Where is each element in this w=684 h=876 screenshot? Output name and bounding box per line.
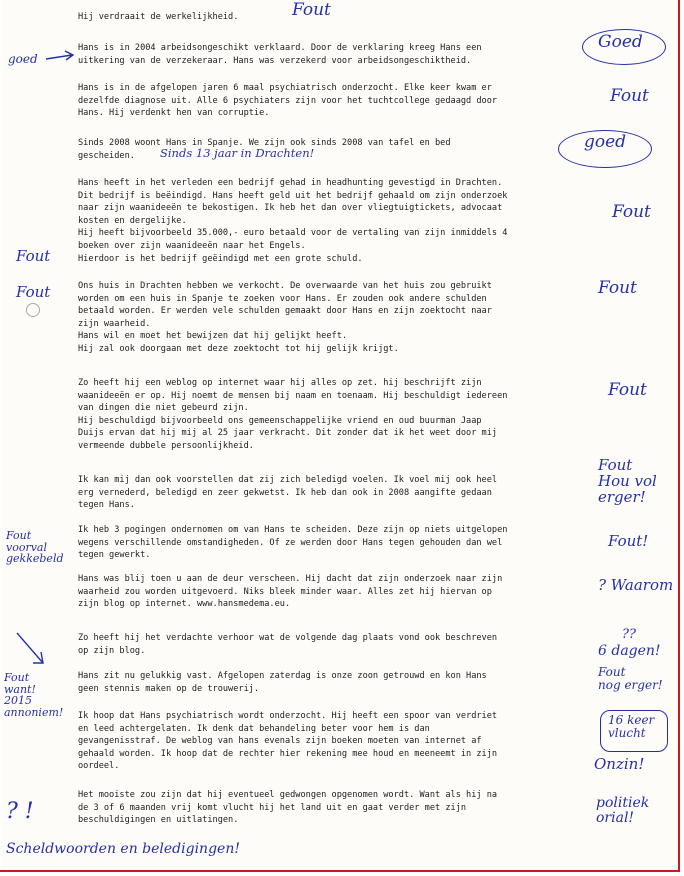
annotation-fout-p5-left: Fout [16, 247, 51, 265]
arrow-icon [14, 630, 48, 670]
annotation-dagen: 6 dagen! [598, 643, 661, 659]
annotation-fout-p8: Fout Hou vol erger! [598, 456, 657, 506]
paragraph-11: Zo heeft hij het verdachte verhoor wat de volgende dag plaats vond ook beschreven op zijn blog. [78, 633, 498, 656]
annotation-fout-nog-erger: Fout nog erger! [598, 665, 663, 692]
annotation-fout-p5-right: Fout [612, 202, 651, 222]
paragraph-9: Ik heb 3 pogingen ondernomen om van Hans te scheiden. Deze zijn op niets uitgelopen wegens verschillende omstandigheden. Of ze werden door Hans tegen gehouden dan wel tegen gewerkt. [78, 525, 508, 561]
paragraph-13: Ik hoop dat Hans psychiatrisch wordt onderzocht. Hij heeft een spoor van verdriet en leed achtergelaten. Ik denk dat behandeling beter voor hem is dan gevangenisstraf. De weblog van hans evenals zijn boeken moeten van internet af gehaald worden. Ik hoop dat de rechter hier rekening mee houd en meeneemt in zijn oordeel. [78, 711, 498, 772]
annotation-bottom-line: Scheldwoorden en beledigingen! [6, 841, 240, 857]
annotation-question-marks: ?? [622, 627, 636, 642]
annotation-omzin: Onzin! [594, 755, 645, 773]
annotation-fout-p6-left: Fout [16, 283, 51, 301]
paragraph-3: Hans is in de afgelopen jaren 6 maal psychiatrisch onderzocht. Elke keer kwam er dezelfde diagnose uit. Alle 6 psychiaters zijn voor het tuchtcollege gedaagd door Hans. Hij verdenkt hen van corruptie. [78, 83, 498, 119]
annotation-question-exclamation: ? ! [6, 799, 34, 824]
annotation-sinds: Sinds 13 jaar in Drachten! [160, 146, 315, 160]
paragraph-10: Hans was blij toen u aan de deur verscheen. Hij dacht dat zijn onderzoek naar zijn waarheid zou worden uitgevoerd. Niks bleek minder waar. Alles zet hij hiervan op zijn blog op internet. www.hansmedema.eu. [78, 574, 503, 610]
paragraph-5: Hans heeft in het verleden een bedrijf gehad in headhunting gevestigd in Drachten. Dit bedrijf is beëindigd. Hans heeft geld uit het bedrijf gehaald om zijn onderzoek naar zijn waanideeën te bekostigen. Ik heb het dan over vliegtuigtickets, advocaat kosten en dergelijke. Hij heeft bijvoorbeeld 35.000,- euro betaald voor de vertaling van zijn inmiddels 4 boeken over zijn waanideeën naar het Engels. Hierdoor is het bedrijf geëindigd met een grote schuld. [78, 178, 508, 264]
annotation-politiek: politiek orial! [596, 795, 650, 826]
paragraph-6: Ons huis in Drachten hebben we verkocht. De overwaarde van het huis zou gebruikt worden om een huis in Spanje te zoeken voor Hans. Er zouden ook andere schulden betaald worden. Er werden vele schulden gemaakt door Hans en zijn zoektocht naar zijn waarheid. Hans wil en moet het bewijzen dat hij gelijkt heeft. Hij zal ook doorgaan met deze zoektocht tot hij gelijk krijgt. [78, 281, 492, 354]
paragraph-2: Hans is in 2004 arbeidsongeschikt verklaard. Door de verklaring kreeg Hans een uitkering van de verzekeraar. Hans was verzekerd voor arbeidsongeschiktheid. [78, 43, 482, 66]
annotation-fout-top: Fout [292, 0, 331, 20]
annotation-waarom: ? Waarom [598, 576, 674, 594]
annotation-goed-circled-1: Goed [598, 32, 643, 52]
arrow-icon [44, 50, 76, 64]
annotation-fout-p9-right: Fout! [608, 532, 649, 550]
annotation-goed-circled-2: goed [584, 132, 627, 152]
annotation-boxed: 16 keer vlucht [608, 713, 655, 740]
paragraph-1: Hij verdraait de werkelijkheid. [78, 12, 239, 22]
annotation-fout-p9-left: Fout voorval gekkebeld [6, 529, 64, 566]
annotation-fout-p3: Fout [610, 86, 649, 106]
paragraph-7: Zo heeft hij een weblog op internet waar hij alles op zet. hij beschrijft zijn waanideeën er op. Hij noemt de mensen bij naam en toenaam. Hij beschuldigt iedereen van dingen die niet gebeurd zijn. Hij beschuldigd bijvoorbeeld ons gemeenschappelijke vriend en oud buurman Jaap Duijs ervan dat hij mij al 25 jaar verkracht. Dit zonder dat ik het weet door mij vermeende dubbele persoonlijkheid. [78, 378, 508, 451]
annotation-fout-p7: Fout [608, 380, 647, 400]
annotation-goed-left: goed [8, 52, 38, 66]
paragraph-14: Het mooiste zou zijn dat hij eventueel gedwongen opgenomen wordt. Want als hij na de 3 of 6 maanden vrij komt vlucht hij het land uit en gaat verder met zijn beschuldigingen en uitlatingen. [78, 790, 498, 826]
paragraph-4: Sinds 2008 woont Hans in Spanje. We zijn ook sinds 2008 van tafel en bed gescheiden. [78, 138, 451, 161]
paragraph-8: Ik kan mij dan ook voorstellen dat zij zich beledigd voelen. Ik voel mij ook heel erg vernederd, beledigd en zeer gekwetst. Ik heb dan ook in 2008 aangifte gedaan tegen Hans. [78, 475, 498, 511]
paragraph-12: Hans zit nu gelukkig vast. Afgelopen zaterdag is onze zoon getrouwd en kon Hans geen stennis maken op de trouwerij. [78, 671, 487, 694]
annotation-fout-p6-right: Fout [598, 278, 637, 298]
annotation-fout-left-bottom: Fout want! 2015 annoniem! [4, 671, 64, 719]
punch-hole [26, 303, 40, 317]
